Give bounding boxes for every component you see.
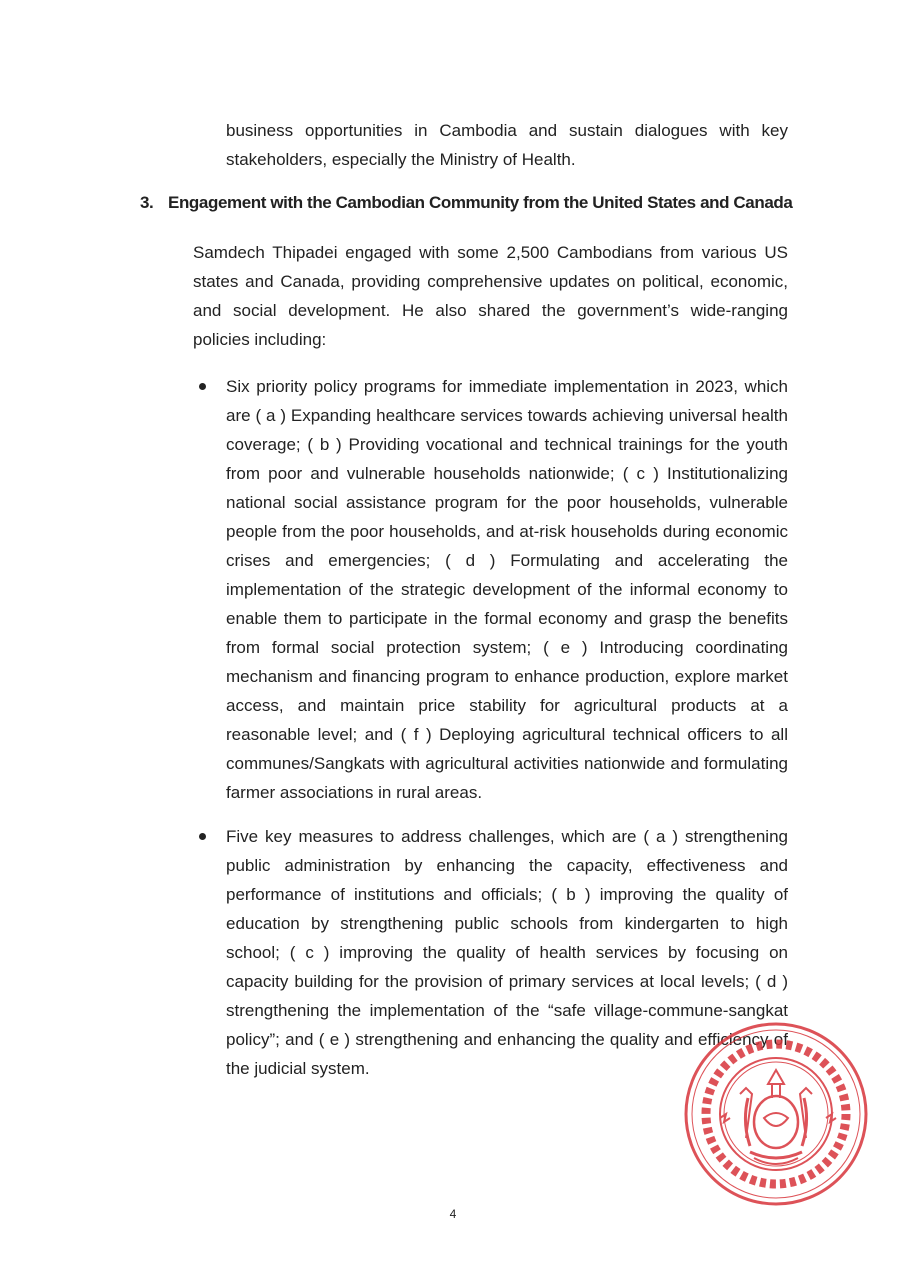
section-title: Engagement with the Cambodian Community from the United States and Canada (168, 193, 793, 212)
body-paragraph: Samdech Thipadei engaged with some 2,500 Cambodians from various US states and Canada, providing comprehensive updates on political, economic, and social development. He also shared the government’s wide-ranging policies including: (193, 243, 788, 349)
section-number: 3. (140, 193, 154, 212)
bullet-item (226, 372, 788, 807)
page-number: 4 (449, 1207, 457, 1221)
intro-paragraph: business opportunities in Cambodia and sustain dialogues with key stakeholders, especially the Ministry of Health. (226, 121, 788, 169)
section-heading (140, 193, 840, 213)
bullet-dot-icon (199, 383, 206, 390)
bullet-text: Five key measures to address challenges, which are ( a ) strengthening public administration by enhancing the capacity, effectiveness and performance of institutions and officials; ( b ) improving the quality of education by strengthening public schools from kindergarten to high school; ( c ) improving the quality of health services by focusing on capacity building for the provision of primary services at local levels; ( d ) strengthening the implementation of the “safe village-commune-sangkat policy”; and ( e ) strengthening and enhancing the quality and efficiency of the judicial system. (226, 827, 788, 1078)
bullet-text: Six priority policy programs for immediate implementation in 2023, which are ( a ) Expanding healthcare services towards achieving universal health coverage; ( b ) Providing vocational and technical trainings for the youth from poor and vulnerable households nationwide; ( c ) Institutionalizing national social assistance program for the poor households, vulnerable people from the poor households, and at-risk households during economic crises and emergencies; ( d ) Formulating and accelerating the implementation of the strategic development of the informal economy to enable them to participate in the formal economy and grasp the benefits from formal social protection system; ( e ) Introducing coordinating mechanism and financing program to enhance production, explore market access, and maintain price stability for agricultural products at a reasonable level; and ( f ) Deploying agricultural technical officers to all communes/Sangkats with agricultural activities nationwide and formulating farmer associations in rural areas. (226, 377, 788, 802)
bullet-dot-icon (199, 833, 206, 840)
official-seal-icon (680, 1018, 872, 1210)
